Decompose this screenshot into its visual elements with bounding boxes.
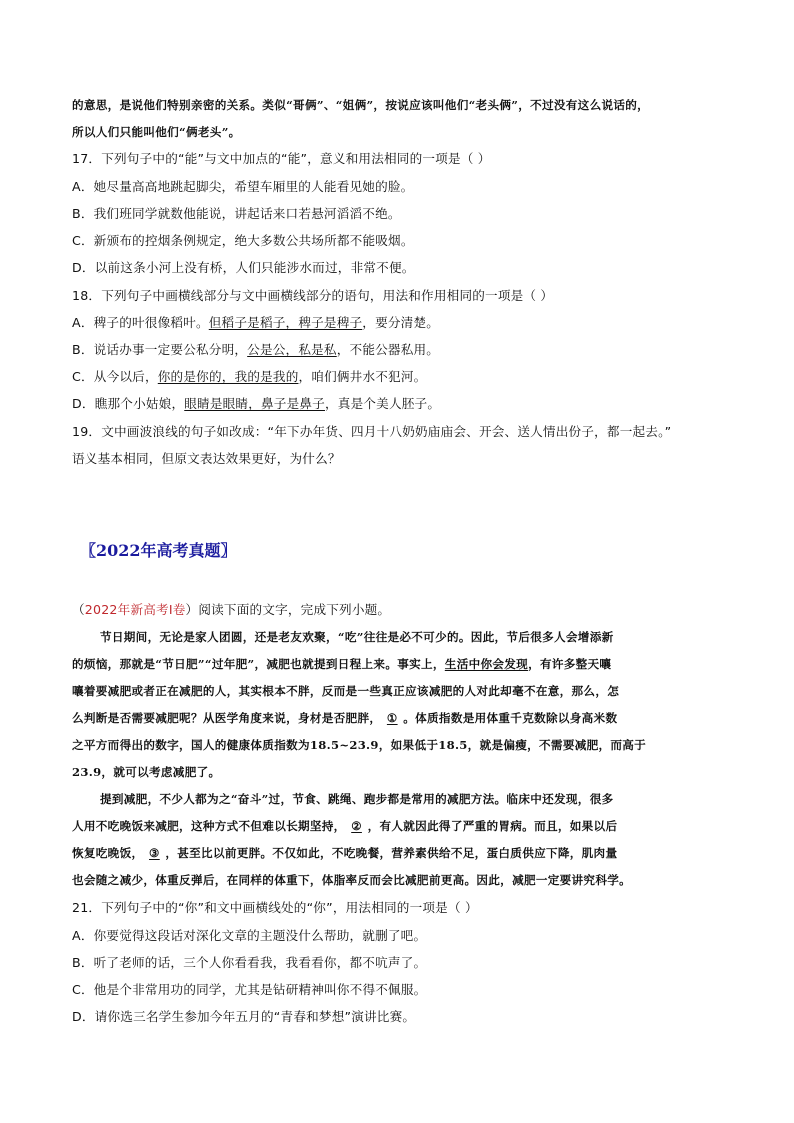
passage-line: 人用不吃晚饭来减肥，这种方式不但难以长期坚持， ② ，有人就因此得了严重的胃病。而且，如果以后	[72, 819, 618, 833]
section-title: 〖2022年高考真题〗	[80, 541, 237, 560]
question-18-stem: 18．下列句子中画横线部分与文中画横线部分的语句，用法和作用相同的一项是（ ）	[72, 288, 554, 303]
question-21-option-b: B．听了老师的话，三个人你看看我，我看看你，都不吭声了。	[72, 955, 427, 970]
passage-line: 的烦恼，那就是“节日肥”“过年肥”，减肥也就提到日程上来。事实上，生活中你会发现，有许多整天嚷	[72, 657, 612, 671]
question-17-option-d: D．以前这条小河上没有桥，人们只能涉水而过，非常不便。	[72, 260, 415, 275]
blank-2: ②	[351, 819, 362, 833]
underlined-phrase: 公是公，私是私	[247, 342, 337, 357]
passage-line: 23.9，就可以考虑减肥了。	[72, 765, 221, 779]
passage-line: 也会随之减少，体重反弹后，在同样的体重下，体脂率反而会比减肥前更高。因此，减肥一定要讲究科学。	[72, 873, 632, 887]
question-21-option-a: A．你要觉得这段话对深化文章的主题没什么帮助，就删了吧。	[72, 928, 427, 943]
passage-line: 所以人们只能叫他们“俩老头”。	[72, 125, 241, 139]
source-tag: 2022年新高考Ⅰ卷	[84, 602, 186, 617]
question-21-stem: 21．下列句子中的“你”和文中画横线处的“你”，用法相同的一项是（ ）	[72, 900, 478, 915]
underlined-phrase: 眼睛是眼睛，鼻子是鼻子	[184, 396, 325, 411]
passage-line: 嚷着要减肥或者正在减肥的人，其实根本不胖，反而是一些真正应该减肥的人对此却毫不在意，那么，怎	[72, 684, 620, 698]
question-17-option-c: C．新颁布的控烟条例规定，绝大多数公共场所都不能吸烟。	[72, 233, 414, 248]
passage-line: 么判断是否需要减肥呢？从医学角度来说，身材是否肥胖， ① 。体质指数是用体重千克数除以身高米数	[72, 711, 618, 725]
question-19-line: 19．文中画波浪线的句子如改成：“年下办年货、四月十八奶奶庙庙会、开会、送人情出份子，都一起去。”	[72, 424, 672, 439]
question-21-option-c: C．他是个非常用功的同学，尤其是钻研精神叫你不得不佩服。	[72, 982, 427, 997]
passage-line: 之平方而得出的数字，国人的健康体质指数为18.5~23.9，如果低于18.5，就是偏瘦，不需要减肥，而高于	[72, 738, 647, 752]
passage-line: 提到减肥，不少人都为之“奋斗”过，节食、跳绳、跑步都是常用的减肥方法。临床中还发现，很多	[100, 792, 614, 806]
underlined-phrase: 但稻子是稻子，稗子是稗子	[208, 315, 363, 330]
question-19-line: 语义基本相同，但原文表达效果更好，为什么？	[72, 451, 341, 466]
question-17-stem: 17．下列句子中的“能”与文中加点的“能”，意义和用法相同的一项是（ ）	[72, 151, 491, 166]
question-18-option-d: D．瞧那个小姑娘，眼睛是眼睛，鼻子是鼻子，真是个美人胚子。	[72, 396, 441, 411]
question-18-option-c: C．从今以后，你的是你的，我的是我的，咱们俩井水不犯河。	[72, 369, 427, 384]
question-21-option-d: D．请你选三名学生参加今年五月的“青春和梦想”演讲比赛。	[72, 1009, 416, 1024]
passage-line: 恢复吃晚饭， ③ ，甚至比以前更胖。不仅如此，不吃晚餐，营养素供给不足，蛋白质供应下降，肌肉量	[72, 846, 618, 860]
question-18-option-a: A．稗子的叶很像稻叶。但稻子是稻子，稗子是稗子，要分清楚。	[72, 315, 440, 330]
underlined-phrase: 生活中你会发现	[444, 657, 529, 671]
passage-line: 的意思，是说他们特别亲密的关系。类似“哥俩”、“姐俩”，按说应该叫他们“老头俩”，不过没有这么说话的，	[72, 98, 650, 112]
question-18-option-b: B．说话办事一定要公私分明，公是公，私是私，不能公器私用。	[72, 342, 440, 357]
blank-3: ③	[149, 846, 160, 860]
blank-1: ①	[386, 711, 398, 725]
underlined-phrase: 你的是你的，我的是我的	[157, 369, 299, 384]
question-17-option-a: A．她尽量高高地跳起脚尖，希望车厢里的人能看见她的脸。	[72, 179, 414, 194]
source-line: （2022年新高考Ⅰ卷）阅读下面的文字，完成下列小题。	[72, 602, 391, 617]
question-17-option-b: B．我们班同学就数他能说，讲起话来口若悬河滔滔不绝。	[72, 206, 401, 221]
passage-line: 节日期间，无论是家人团圆，还是老友欢聚，“吃”往往是必不可少的。因此，节后很多人会增添新	[100, 630, 614, 644]
